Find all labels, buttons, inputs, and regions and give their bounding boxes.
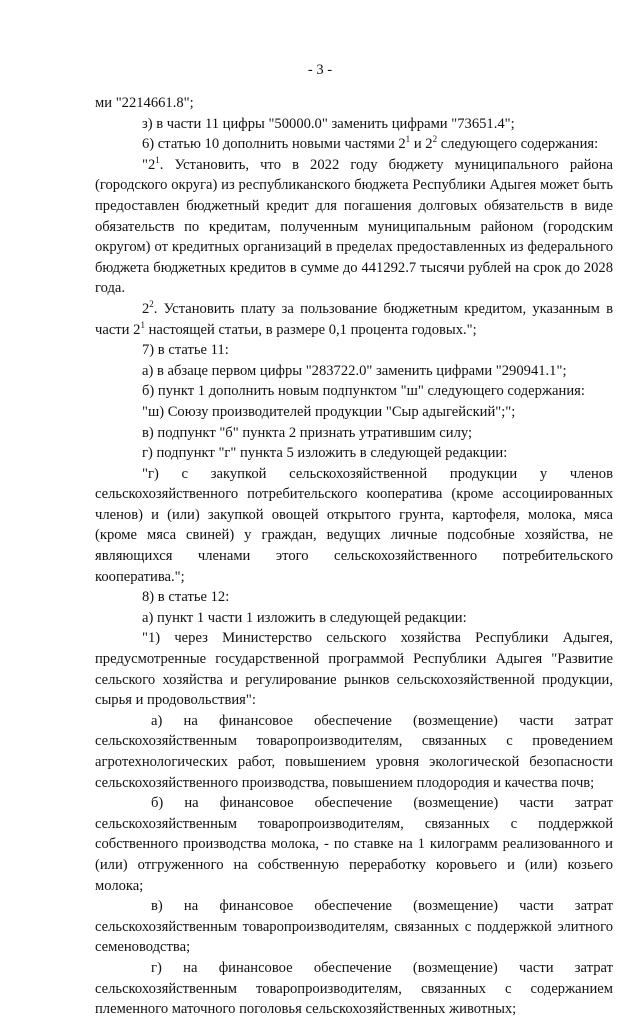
paragraph: б) пункт 1 дополнить новым подпунктом "ш" следующего содержания: <box>142 383 585 400</box>
page-number: - 3 - <box>307 62 333 78</box>
paragraph-text: следующего содержания: <box>437 136 599 153</box>
paragraph <box>95 155 613 299</box>
paragraph: "ш) Союзу производителей продукции "Сыр адыгейский";"; <box>142 403 516 420</box>
document-body <box>95 93 613 1020</box>
paragraph-text: настоящей статьи, в размере 0,1 процента годовых."; <box>144 321 477 338</box>
paragraph: б) на финансовое обеспечение (возмещение) части затрат сельскохозяйственным товаропроизводителям, связанных с поддержкой собственного производства молока, - по ставке на 1 килограмм реализованного и (или) отгруженного на собственную переработку коровьего и (или) козьего молока; <box>95 795 613 894</box>
paragraph: 8) в статье 12: <box>142 589 230 606</box>
paragraph: в) на финансовое обеспечение (возмещение) части затрат сельскохозяйственным товаропроизводителям, связанных с поддержкой элитного семеноводства; <box>95 898 613 956</box>
paragraph-text: и 2 <box>410 136 433 153</box>
paragraph-text: 6) статью 10 дополнить новыми частями 2 <box>142 136 406 153</box>
paragraph: з) в части 11 цифры "50000.0" заменить цифрами "73651.4"; <box>142 115 515 132</box>
paragraph: "1) через Министерство сельского хозяйства Республики Адыгея, предусмотренные государственной программой Республики Адыгея "Развитие сельского хозяйства и регулирование рынков сельскохозяйственной продукции, сырья и продовольствия": <box>95 630 613 709</box>
paragraph: а) пункт 1 части 1 изложить в следующей редакции: <box>142 609 467 626</box>
paragraph: ми "2214661.8"; <box>95 95 194 111</box>
paragraph: 7) в статье 11: <box>142 342 229 359</box>
paragraph <box>95 299 613 340</box>
paragraph: а) в абзаце первом цифры "283722.0" заменить цифрами "290941.1"; <box>142 362 567 379</box>
paragraph: "г) с закупкой сельскохозяйственной продукции у членов сельскохозяйственного потребительского кооператива (кроме ассоциированных членов) и (или) закупкой овощей открытого грунта, картофеля, молока, мяса (кроме мяса свиней) у граждан, ведущих личные подсобные хозяйства, не являющихся членами этого сельскохозяйственного потребительского кооператива."; <box>95 465 613 585</box>
paragraph: а) на финансовое обеспечение (возмещение) части затрат сельскохозяйственным товаропроизводителям, связанных с проведением агротехнологических работ, повышением уровня экологической безопасности сельскохозяйственного производства, повышением плодородия и качества почв; <box>95 712 613 791</box>
paragraph: г) на финансовое обеспечение (возмещение) части затрат сельскохозяйственным товаропроизводителям, связанных с содержанием племенного маточного поголовья сельскохозяйственных животных; <box>95 959 613 1018</box>
superscript: 1 <box>405 134 411 145</box>
paragraph-text: . Установить плату за пользование бюджетным кредитом, указанным в части 2 <box>95 300 613 338</box>
superscript: 1 <box>140 319 145 330</box>
paragraph-text: "2 <box>142 156 156 173</box>
paragraph <box>95 134 613 155</box>
paragraph: в) подпункт "б" пункта 2 признать утратившим силу; <box>142 424 473 441</box>
paragraph-text: 2 <box>142 300 150 317</box>
superscript: 1 <box>155 154 160 165</box>
paragraph-text: . Установить, что в 2022 году бюджету муниципального района (городского округа) из республиканского бюджета Республики Адыгея может быть предоставлен бюджетный кредит для погашения долговых обязательств в виде обязательств по кредитам, полученным муниципальным районом (городским округом) от кредитных организаций в пределах предоставленных из федерального бюджета бюджетных кредитов в сумме до 441292.7 тысячи рублей на срок до 2028 года. <box>95 156 613 297</box>
paragraph: г) подпункт "г" пункта 5 изложить в следующей редакции: <box>142 445 508 462</box>
superscript: 2 <box>149 298 154 309</box>
superscript: 2 <box>432 134 438 145</box>
